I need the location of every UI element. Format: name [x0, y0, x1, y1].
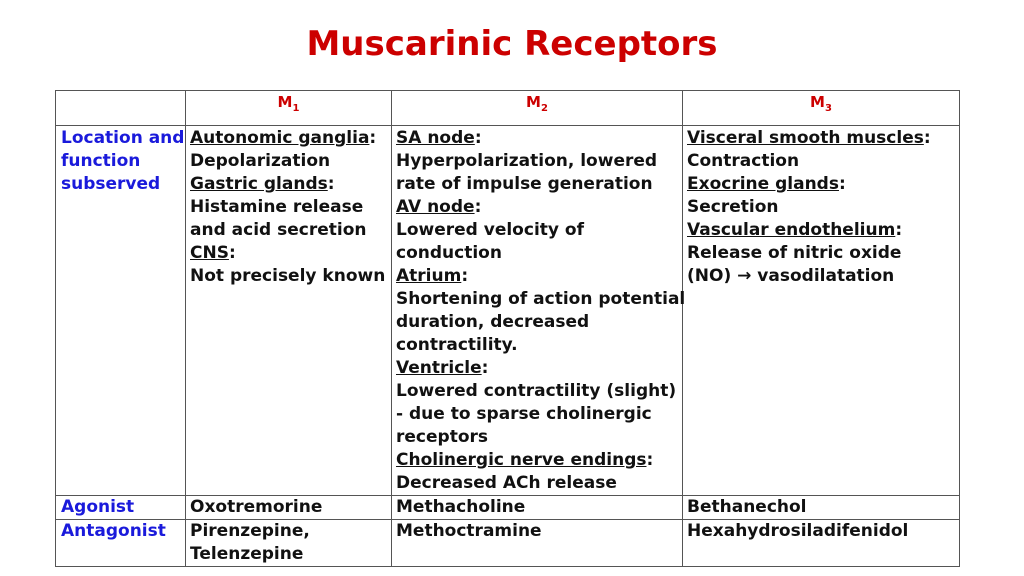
header-empty	[56, 91, 186, 126]
cell-text: Not precisely known	[190, 266, 386, 286]
cell-line	[687, 242, 955, 265]
cell-line	[396, 426, 678, 449]
cell-line	[396, 242, 678, 265]
cell-line	[687, 196, 955, 219]
cell-line	[190, 173, 387, 196]
cell-text: Release of nitric oxide	[687, 243, 902, 263]
location-m3-cell	[683, 126, 960, 496]
cell-text: :	[923, 128, 931, 148]
header-m2: $M_2$	[392, 91, 683, 126]
header-m1: $M_1$	[186, 91, 392, 126]
cell-text: and acid secretion	[190, 220, 367, 240]
cell-line	[687, 150, 955, 173]
cell-line	[190, 242, 387, 265]
cell-line	[396, 357, 678, 380]
agonist-label: Agonist	[56, 496, 186, 520]
cell-line	[687, 173, 955, 196]
cell-text: Lowered contractility (slight)	[396, 381, 677, 401]
cell-line	[190, 127, 387, 150]
page-title: Muscarinic Receptors	[306, 24, 718, 64]
cell-text: - due to sparse cholinergic	[396, 404, 652, 424]
antagonist-label: Antagonist	[56, 520, 186, 567]
antagonist-m3: Hexahydrosiladifenidol	[683, 520, 960, 567]
cell-line	[190, 196, 387, 219]
cell-text: duration, decreased	[396, 312, 590, 332]
cell-text: Secretion	[687, 197, 779, 217]
antagonist-m1: Pirenzepine, Telenzepine	[186, 520, 392, 567]
cell-text: (NO) → vasodilatation	[687, 266, 895, 286]
cell-text: rate of impulse generation	[396, 174, 653, 194]
cell-line	[396, 150, 678, 173]
cell-text: :	[474, 128, 482, 148]
underlined-term: CNS	[190, 243, 229, 263]
agonist-row	[56, 496, 960, 520]
underlined-term: Autonomic ganglia	[190, 128, 370, 148]
cell-text: Hyperpolarization, lowered	[396, 151, 658, 171]
cell-line	[687, 265, 955, 288]
location-m1-cell	[186, 126, 392, 496]
cell-line	[396, 334, 678, 357]
underlined-term: Vascular endothelium	[687, 220, 896, 240]
cell-line	[687, 127, 955, 150]
cell-line	[396, 449, 678, 472]
underlined-term: Visceral smooth muscles	[687, 128, 924, 148]
cell-line	[396, 311, 678, 334]
underlined-term: Atrium	[396, 266, 462, 286]
receptor-table	[55, 90, 960, 567]
underlined-term: Cholinergic nerve endings	[396, 450, 647, 470]
cell-text: Depolarization	[190, 151, 331, 171]
cell-text: Decreased ACh release	[396, 473, 617, 493]
underlined-term: Ventricle	[396, 358, 482, 378]
cell-line	[396, 380, 678, 403]
header-row	[56, 91, 960, 126]
cell-text: :	[646, 450, 654, 470]
cell-text: Lowered velocity of	[396, 220, 584, 240]
cell-text: :	[481, 358, 489, 378]
location-row	[56, 126, 960, 496]
cell-line	[396, 265, 678, 288]
cell-line	[396, 196, 678, 219]
cell-line	[190, 219, 387, 242]
cell-text: receptors	[396, 427, 488, 447]
cell-line	[396, 403, 678, 426]
agonist-m3: Bethanechol	[683, 496, 960, 520]
cell-text: :	[895, 220, 903, 240]
agonist-m2: Methacholine	[392, 496, 683, 520]
cell-text: conduction	[396, 243, 502, 263]
header-m3: $M_3$	[683, 91, 960, 126]
cell-text: Shortening of action potential	[396, 289, 686, 309]
underlined-term: Exocrine glands	[687, 174, 839, 194]
cell-text: :	[838, 174, 846, 194]
cell-line	[396, 288, 686, 311]
cell-text: contractility.	[396, 335, 518, 355]
cell-text: Histamine release	[190, 197, 364, 217]
cell-text: :	[474, 197, 482, 217]
cell-line	[396, 173, 678, 196]
underlined-term: AV node	[396, 197, 475, 217]
cell-text: :	[327, 174, 335, 194]
agonist-m1: Oxotremorine	[186, 496, 392, 520]
underlined-term: Gastric glands	[190, 174, 328, 194]
cell-line	[190, 150, 387, 173]
cell-line	[190, 265, 387, 288]
location-label: Location and function subserved	[56, 126, 186, 496]
underlined-term: SA node	[396, 128, 475, 148]
location-m2-cell	[392, 126, 686, 496]
cell-text: Contraction	[687, 151, 800, 171]
cell-text: :	[228, 243, 236, 263]
antagonist-row	[56, 520, 960, 567]
cell-line	[687, 219, 955, 242]
cell-line	[396, 219, 678, 242]
cell-text: :	[461, 266, 469, 286]
cell-text: :	[369, 128, 377, 148]
cell-line	[396, 472, 678, 495]
antagonist-m2: Methoctramine	[392, 520, 683, 567]
cell-line	[396, 127, 678, 150]
